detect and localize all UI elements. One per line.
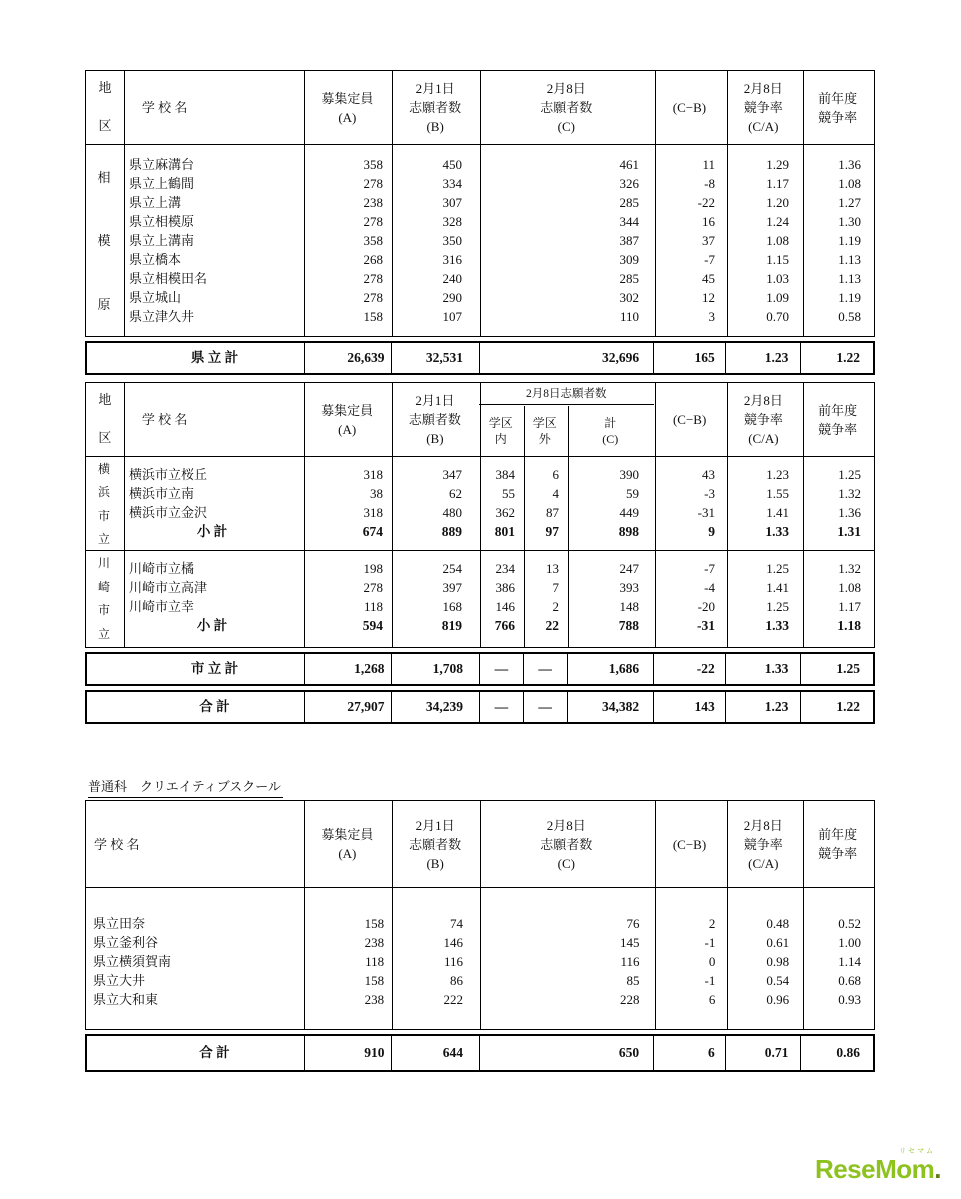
total-ratio: 1.33	[725, 654, 801, 684]
capacity-value: 118	[363, 599, 383, 614]
prev-ratio-value: 1.32	[838, 486, 861, 501]
ratio-value: 1.17	[766, 176, 789, 191]
creative-school-total-row	[85, 1034, 875, 1072]
feb1-value: 290	[442, 290, 462, 305]
diff-value: -31	[697, 505, 715, 520]
feb8-value: 148	[619, 599, 639, 614]
column-divider	[480, 801, 481, 1029]
diff-value: -4	[704, 580, 715, 595]
total-capacity: 27,907	[304, 692, 392, 722]
school-name: 県立大和東	[93, 992, 159, 1007]
prev-ratio-value: 1.13	[838, 252, 861, 267]
prev-ratio-value: 1.17	[838, 599, 861, 614]
header-feb1-applicants: 2月1日 志願者数 (B)	[409, 817, 462, 871]
ratio-value: 0.48	[766, 916, 790, 931]
column-divider	[655, 383, 656, 647]
feb8-value: 302	[619, 290, 639, 305]
column-divider	[124, 71, 125, 336]
feb1-value: 328	[442, 214, 462, 229]
prev-ratio-value: 1.19	[838, 233, 861, 248]
school-row	[122, 193, 874, 212]
kawasaki-rows	[122, 559, 874, 616]
ratio-value: 1.08	[766, 233, 789, 248]
header-feb8-applicants: 2月8日 志願者数 (C)	[540, 81, 593, 134]
diff-value: -7	[704, 561, 715, 576]
diff-value: 37	[702, 233, 715, 248]
column-divider	[480, 71, 481, 336]
diff-value: -1	[704, 935, 716, 950]
total-ratio: 0.71	[725, 1036, 801, 1070]
column-divider	[124, 383, 125, 647]
column-divider	[803, 801, 804, 1029]
header-district: 地 区	[98, 392, 112, 445]
column-divider	[392, 383, 393, 647]
ratio-value: 1.25	[766, 599, 789, 614]
feb1-value: 347	[442, 467, 462, 482]
header-feb8-ratio: 2月8日 競争率 (C/A)	[743, 817, 783, 871]
total-ratio: 1.23	[725, 343, 801, 373]
feb1-value: 146	[443, 935, 463, 950]
school-row	[122, 231, 874, 250]
column-divider	[480, 383, 481, 647]
yokohama-subtotal-row: 小 計 674 889 801 97 898 9 1.33 1.31	[122, 522, 874, 541]
prev-ratio-value: 0.68	[838, 973, 861, 988]
school-row	[122, 212, 874, 231]
header-zone-out: 学区 外	[532, 415, 557, 446]
prefectural-table	[85, 70, 875, 337]
diff-value: 6	[708, 992, 716, 1007]
school-row	[122, 484, 874, 503]
school-name: 県立横須賀南	[93, 954, 172, 969]
total-feb8: 34,382	[567, 692, 654, 722]
zone-out-value: 6	[552, 467, 559, 482]
diff-value: 12	[702, 290, 715, 305]
kawasaki-subtotal-row: 小 計 594 819 766 22 788 -31 1.33 1.18	[122, 616, 874, 635]
total-label: 県 立 計	[190, 350, 239, 365]
header-district-bottom: 区	[98, 118, 112, 133]
total-prev-ratio: 0.86	[800, 1036, 873, 1070]
feb1-value: 74	[449, 916, 463, 931]
feb8-value: 461	[619, 157, 639, 172]
yokohama-rows	[122, 465, 874, 522]
column-divider	[727, 801, 728, 1029]
total-feb8: 650	[479, 1036, 653, 1070]
zone-in-value: 384	[495, 467, 515, 482]
column-divider	[803, 71, 804, 336]
prev-ratio-value: 0.52	[838, 916, 861, 931]
feb1-value: 450	[442, 157, 462, 172]
school-row	[122, 503, 874, 522]
feb8-value: 285	[619, 271, 639, 286]
school-name: 県立上溝	[129, 195, 182, 210]
school-name: 県立津久井	[129, 309, 195, 324]
header-c-minus-b: (C−B)	[672, 412, 707, 427]
diff-value: -20	[697, 599, 715, 614]
capacity-value: 38	[370, 486, 383, 501]
diff-value: -8	[704, 176, 715, 191]
total-prev-ratio: 1.25	[800, 654, 873, 684]
municipal-table	[85, 382, 875, 648]
total-feb8: 1,686	[567, 654, 654, 684]
capacity-value: 118	[365, 954, 385, 969]
capacity-value: 318	[363, 467, 383, 482]
diff-value: 3	[708, 309, 715, 324]
total-diff: -22	[653, 654, 725, 684]
feb1-value: 116	[443, 954, 463, 969]
capacity-value: 198	[363, 561, 383, 576]
ratio-value: 1.24	[766, 214, 789, 229]
column-divider	[655, 801, 656, 1029]
total-capacity: 26,639	[304, 343, 392, 373]
total-zone-out: —	[523, 692, 567, 722]
capacity-value: 358	[363, 157, 383, 172]
zone-in-value: 146	[495, 599, 515, 614]
header-prev-year-ratio: 前年度 競争率	[818, 827, 858, 861]
school-row	[122, 597, 874, 616]
school-row	[122, 174, 874, 193]
prev-ratio-value: 0.93	[838, 992, 861, 1007]
municipal-total-row	[85, 652, 875, 686]
school-name: 県立相模田名	[129, 271, 208, 286]
feb1-value: 86	[449, 973, 463, 988]
column-divider	[727, 71, 728, 336]
zone-in-value: 386	[495, 580, 515, 595]
header-school-name: 学 校 名	[141, 412, 188, 427]
school-name: 横浜市立桜丘	[129, 467, 208, 482]
feb8-value: 247	[619, 561, 639, 576]
total-feb8: 32,696	[479, 343, 653, 373]
feb1-value: 334	[442, 176, 462, 191]
capacity-value: 278	[363, 271, 383, 286]
column-divider	[727, 383, 728, 647]
feb8-value: 59	[626, 486, 639, 501]
total-feb1: 34,239	[391, 692, 479, 722]
feb1-value: 480	[442, 505, 462, 520]
school-row	[122, 465, 874, 484]
school-name: 県立田奈	[93, 916, 146, 931]
ratio-value: 1.03	[766, 271, 789, 286]
header-feb8-applicants-split	[479, 383, 654, 456]
prev-ratio-value: 0.58	[838, 309, 861, 324]
column-divider	[304, 801, 305, 1029]
district-label-sagamihara: 相 模 原	[97, 170, 111, 312]
feb8-value: 116	[620, 954, 640, 969]
capacity-value: 278	[363, 290, 383, 305]
feb1-value: 168	[442, 599, 462, 614]
district-label-kawasaki: 川 崎 市 立	[97, 556, 110, 641]
feb8-value: 449	[619, 505, 639, 520]
total-prev-ratio: 1.22	[800, 692, 873, 722]
header-c-minus-b: (C−B)	[672, 836, 707, 852]
resemom-logo-ruby: リセマム	[899, 1148, 935, 1155]
feb8-value: 85	[626, 973, 640, 988]
school-name: 県立橋本	[129, 252, 182, 267]
feb1-value: 350	[442, 233, 462, 248]
diff-value: -7	[704, 252, 715, 267]
zone-out-value: 13	[546, 561, 559, 576]
school-name: 川崎市立橘	[129, 561, 195, 576]
capacity-value: 238	[364, 992, 385, 1007]
feb1-value: 307	[442, 195, 462, 210]
feb8-value: 228	[620, 992, 640, 1007]
prev-ratio-value: 1.00	[838, 935, 861, 950]
header-feb1-applicants: 2月1日 志願者数 (B)	[409, 81, 462, 134]
header-feb8-ratio: 2月8日 競争率 (C/A)	[743, 393, 783, 446]
capacity-value: 238	[363, 195, 383, 210]
capacity-value: 158	[363, 309, 383, 324]
school-name: 県立釜利谷	[93, 935, 159, 950]
prev-ratio-value: 1.19	[838, 290, 861, 305]
diff-value: 0	[708, 954, 716, 969]
district-label-yokohama: 横 浜 市 立	[97, 462, 110, 546]
capacity-value: 238	[364, 935, 385, 950]
diff-value: 43	[702, 467, 715, 482]
column-divider	[392, 71, 393, 336]
feb1-value: 62	[449, 486, 462, 501]
ratio-value: 1.15	[766, 252, 789, 267]
school-name: 県立大井	[93, 973, 146, 988]
prev-ratio-value: 1.08	[838, 176, 861, 191]
feb8-value: 387	[619, 233, 639, 248]
resemom-logo-text: ReseMom.	[814, 1154, 941, 1184]
zone-in-value: 55	[502, 486, 515, 501]
ratio-value: 0.54	[766, 973, 790, 988]
feb8-value: 393	[619, 580, 639, 595]
feb1-value: 254	[442, 561, 462, 576]
feb8-value: 344	[619, 214, 639, 229]
column-divider	[655, 71, 656, 336]
prev-ratio-value: 1.30	[838, 214, 861, 229]
header-capacity: 募集定員 (A)	[321, 90, 374, 125]
prev-ratio-value: 1.36	[838, 505, 861, 520]
prefectural-total-row	[85, 341, 875, 375]
school-name: 県立上溝南	[129, 233, 195, 248]
resemom-logo	[815, 1148, 941, 1182]
prev-ratio-value: 1.27	[838, 195, 861, 210]
total-capacity: 910	[304, 1036, 392, 1070]
diff-value: 45	[702, 271, 715, 286]
zone-in-value: 234	[495, 561, 515, 576]
prev-ratio-value: 1.08	[838, 580, 861, 595]
header-prev-year-ratio: 前年度 競争率	[818, 90, 858, 125]
header-school-name: 学 校 名	[94, 836, 140, 852]
feb8-value: 309	[619, 252, 639, 267]
ratio-value: 0.70	[766, 309, 789, 324]
school-name: 県立相模原	[129, 214, 195, 229]
feb1-value: 222	[443, 992, 463, 1007]
school-row	[122, 578, 874, 597]
prev-ratio-value: 1.14	[838, 954, 861, 969]
column-divider	[392, 801, 393, 1029]
total-label: 市 立 計	[190, 661, 239, 676]
capacity-value: 158	[364, 973, 385, 988]
feb8-value: 285	[619, 195, 639, 210]
ratio-value: 1.41	[766, 505, 789, 520]
column-divider	[524, 406, 525, 647]
feb8-value: 110	[619, 309, 639, 324]
total-label: 合 計	[199, 699, 230, 714]
prev-ratio-value: 1.32	[838, 561, 861, 576]
capacity-value: 278	[363, 176, 383, 191]
diff-value: 16	[702, 214, 715, 229]
total-diff: 165	[653, 343, 725, 373]
school-name: 県立上鶴間	[129, 176, 195, 191]
ratio-value: 0.61	[766, 935, 790, 950]
ratio-value: 1.29	[766, 157, 789, 172]
creative-school-table	[85, 800, 875, 1030]
total-zone-in: —	[479, 654, 523, 684]
column-divider	[304, 383, 305, 647]
creative-school-caption: 普通科 クリエイティブスクール	[88, 776, 283, 798]
ratio-value: 1.41	[766, 580, 789, 595]
header-feb8-applicants: 2月8日 志願者数 (C)	[540, 817, 593, 871]
column-divider	[304, 71, 305, 336]
header-c-minus-b: (C−B)	[672, 100, 707, 115]
total-diff: 6	[653, 1036, 725, 1070]
capacity-value: 358	[363, 233, 383, 248]
feb8-value: 326	[619, 176, 639, 191]
total-diff: 143	[653, 692, 725, 722]
grand-total-row	[85, 690, 875, 724]
diff-value: 11	[702, 157, 715, 172]
total-zone-in: —	[479, 692, 523, 722]
header-feb1-applicants: 2月1日 志願者数 (B)	[408, 393, 461, 446]
header-district	[86, 71, 124, 144]
diff-value: 2	[708, 916, 716, 931]
school-name: 横浜市立南	[129, 486, 195, 501]
school-row	[122, 269, 874, 288]
header-district-top: 地	[98, 80, 112, 95]
diff-value: -3	[704, 486, 715, 501]
school-name: 川崎市立幸	[129, 599, 195, 614]
total-zone-out: —	[523, 654, 567, 684]
school-row	[122, 288, 874, 307]
total-capacity: 1,268	[304, 654, 392, 684]
ratio-value: 1.09	[766, 290, 789, 305]
ratio-value: 0.96	[766, 992, 790, 1007]
ratio-value: 0.98	[766, 954, 790, 969]
prev-ratio-value: 1.36	[838, 157, 861, 172]
zone-out-value: 4	[552, 486, 559, 501]
school-row	[122, 307, 874, 326]
prefectural-rows	[122, 145, 874, 335]
total-label: 合 計	[199, 1045, 230, 1060]
column-divider	[803, 383, 804, 647]
capacity-value: 278	[363, 214, 383, 229]
prev-ratio-value: 1.13	[838, 271, 861, 286]
feb1-value: 240	[442, 271, 462, 286]
total-ratio: 1.23	[725, 692, 801, 722]
feb1-value: 107	[442, 309, 462, 324]
zone-out-value: 87	[546, 505, 559, 520]
feb8-value: 76	[626, 916, 640, 931]
ratio-value: 1.55	[766, 486, 789, 501]
school-name: 県立麻溝台	[129, 157, 195, 172]
feb8-value: 145	[620, 935, 640, 950]
school-name: 県立城山	[129, 290, 182, 305]
header-feb8-applicants: 2月8日志願者数	[479, 383, 654, 405]
total-feb1: 644	[391, 1036, 479, 1070]
capacity-value: 268	[363, 252, 383, 267]
feb1-value: 316	[442, 252, 462, 267]
school-name: 川崎市立高津	[129, 580, 208, 595]
total-feb1: 1,708	[391, 654, 479, 684]
ratio-value: 1.23	[766, 467, 789, 482]
school-row	[122, 559, 874, 578]
zone-in-value: 362	[495, 505, 515, 520]
zone-out-value: 2	[552, 599, 559, 614]
ratio-value: 1.25	[766, 561, 789, 576]
column-divider	[568, 406, 569, 647]
header-school-name: 学 校 名	[141, 100, 188, 115]
zone-out-value: 7	[552, 580, 559, 595]
header-zone-in: 学区 内	[488, 415, 513, 446]
subtotal-label: 小 計	[196, 618, 228, 633]
header-feb8-ratio: 2月8日 競争率 (C/A)	[743, 81, 783, 134]
capacity-value: 278	[363, 580, 383, 595]
header-capacity: 募集定員 (A)	[321, 402, 374, 437]
subtotal-label: 小 計	[196, 524, 228, 539]
resemom-logo-dot: .	[934, 1154, 941, 1184]
school-name: 横浜市立金沢	[129, 505, 208, 520]
capacity-value: 158	[364, 916, 385, 931]
diff-value: -22	[697, 195, 715, 210]
feb1-value: 397	[442, 580, 462, 595]
school-row	[122, 250, 874, 269]
header-total-c: 計 (C)	[602, 415, 619, 446]
prev-ratio-value: 1.25	[838, 467, 861, 482]
capacity-value: 318	[363, 505, 383, 520]
total-prev-ratio: 1.22	[800, 343, 873, 373]
diff-value: -1	[704, 973, 716, 988]
feb8-value: 390	[619, 467, 639, 482]
header-prev-year-ratio: 前年度 競争率	[818, 402, 858, 437]
ratio-value: 1.20	[766, 195, 789, 210]
school-row	[122, 155, 874, 174]
header-capacity: 募集定員 (A)	[321, 827, 374, 861]
total-feb1: 32,531	[391, 343, 479, 373]
